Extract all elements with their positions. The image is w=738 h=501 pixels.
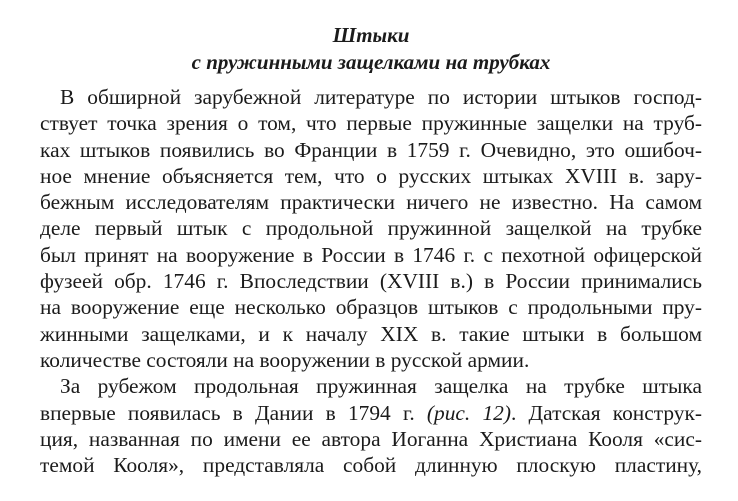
body-text <box>40 84 702 478</box>
text-line: жинными защелками, и к началу XIX в. такие штыки в большом <box>40 321 702 346</box>
text-line: темой Кооля», представляла собой длинную плоскую пластину, <box>40 453 702 478</box>
text-line: За рубежом продольная пружинная защелка на трубке штыка <box>60 374 702 399</box>
text-line: бежным исследователям практически ничего не известно. На самом <box>40 190 702 215</box>
text-fragment: . Датская конструк- <box>510 400 702 425</box>
paragraph-1 <box>40 84 702 373</box>
text-fragment: впервые появилась в Дании в 1794 г. <box>40 400 415 425</box>
section-title <box>40 22 702 76</box>
text-line: деле первый штык с продольной пружинной защелкой на трубке <box>40 216 702 241</box>
figure-reference: (рис. 12) <box>426 400 511 425</box>
text-line: фузеей обр. 1746 г. Впоследствии (XVIII в.) в России принимались <box>40 269 702 294</box>
title-line-1: Штыки <box>332 23 410 47</box>
text-line: ках штыков появились во Франции в 1759 г. Очевидно, это ошибоч- <box>40 137 702 162</box>
text-line: на вооружение еще несколько образцов штыков с продольными пру- <box>40 295 702 320</box>
text-line: был принят на вооружение в России в 1746 г. с пехотной офицерской <box>40 242 702 267</box>
text-line-with-figure-ref <box>40 400 702 426</box>
paragraph-2 <box>40 373 702 478</box>
text-line: В обширной зарубежной литературе по истории штыков господ- <box>60 85 702 109</box>
text-line: ствует точка зрения о том, что первые пружинные защелки на труб- <box>40 111 702 136</box>
text-line: ное мнение объясняется тем, что о русских штыках XVIII в. зару- <box>40 163 702 188</box>
text-line: количестве состояли на вооружении в русской армии. <box>40 347 530 372</box>
text-line: ция, названная по имени ее автора Иоганна Христиана Кооля «сис- <box>40 426 702 451</box>
title-line-2: с пружинными защелками на трубках <box>191 50 551 74</box>
